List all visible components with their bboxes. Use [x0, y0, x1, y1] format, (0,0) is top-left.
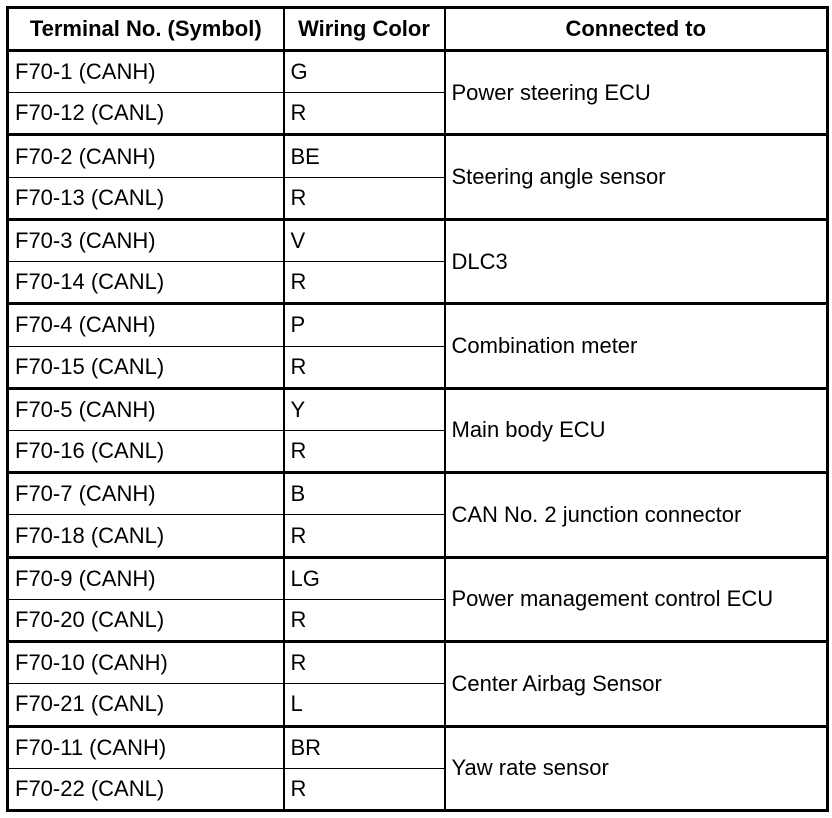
wiring-color-cell: LG: [284, 557, 445, 599]
connected-to-cell: Steering angle sensor: [445, 135, 828, 219]
header-wiring-color: Wiring Color: [284, 8, 445, 51]
wiring-color-cell: R: [284, 768, 445, 810]
terminal-cell: F70-21 (CANL): [8, 684, 284, 726]
terminal-cell: F70-5 (CANH): [8, 388, 284, 430]
connected-to-cell: Power management control ECU: [445, 557, 828, 641]
terminal-cell: F70-13 (CANL): [8, 177, 284, 219]
terminal-cell: F70-16 (CANL): [8, 430, 284, 472]
wiring-color-cell: B: [284, 473, 445, 515]
table-header-row: [8, 8, 828, 51]
header-connected-to: Connected to: [445, 8, 828, 51]
connected-to-cell: Center Airbag Sensor: [445, 642, 828, 726]
connected-to-cell: DLC3: [445, 219, 828, 303]
terminal-wiring-table: [6, 6, 829, 812]
terminal-cell: F70-2 (CANH): [8, 135, 284, 177]
wiring-color-cell: P: [284, 304, 445, 346]
table-row: [8, 219, 828, 261]
terminal-cell: F70-15 (CANL): [8, 346, 284, 388]
table-row: [8, 726, 828, 768]
wiring-color-cell: R: [284, 430, 445, 472]
wiring-color-cell: L: [284, 684, 445, 726]
wiring-color-cell: G: [284, 51, 445, 93]
terminal-cell: F70-7 (CANH): [8, 473, 284, 515]
terminal-cell: F70-11 (CANH): [8, 726, 284, 768]
table-row: [8, 557, 828, 599]
terminal-cell: F70-9 (CANH): [8, 557, 284, 599]
wiring-color-cell: BE: [284, 135, 445, 177]
terminal-cell: F70-22 (CANL): [8, 768, 284, 810]
terminal-cell: F70-1 (CANH): [8, 51, 284, 93]
terminal-cell: F70-10 (CANH): [8, 642, 284, 684]
connected-to-cell: Power steering ECU: [445, 51, 828, 135]
terminal-cell: F70-12 (CANL): [8, 93, 284, 135]
table-row: [8, 304, 828, 346]
header-terminal: Terminal No. (Symbol): [8, 8, 284, 51]
wiring-color-cell: R: [284, 93, 445, 135]
table-row: [8, 642, 828, 684]
terminal-cell: F70-4 (CANH): [8, 304, 284, 346]
table-row: [8, 51, 828, 93]
table-row: [8, 388, 828, 430]
terminal-cell: F70-20 (CANL): [8, 599, 284, 641]
connected-to-cell: Yaw rate sensor: [445, 726, 828, 811]
wiring-color-cell: R: [284, 177, 445, 219]
terminal-cell: F70-3 (CANH): [8, 219, 284, 261]
wiring-color-cell: R: [284, 599, 445, 641]
wiring-color-cell: R: [284, 642, 445, 684]
wiring-color-cell: BR: [284, 726, 445, 768]
wiring-color-cell: V: [284, 219, 445, 261]
connected-to-cell: CAN No. 2 junction connector: [445, 473, 828, 557]
wiring-color-cell: R: [284, 262, 445, 304]
table-row: [8, 135, 828, 177]
terminal-cell: F70-14 (CANL): [8, 262, 284, 304]
wiring-color-cell: R: [284, 346, 445, 388]
terminal-cell: F70-18 (CANL): [8, 515, 284, 557]
wiring-color-cell: Y: [284, 388, 445, 430]
connected-to-cell: Combination meter: [445, 304, 828, 388]
wiring-color-cell: R: [284, 515, 445, 557]
connected-to-cell: Main body ECU: [445, 388, 828, 472]
table-row: [8, 473, 828, 515]
